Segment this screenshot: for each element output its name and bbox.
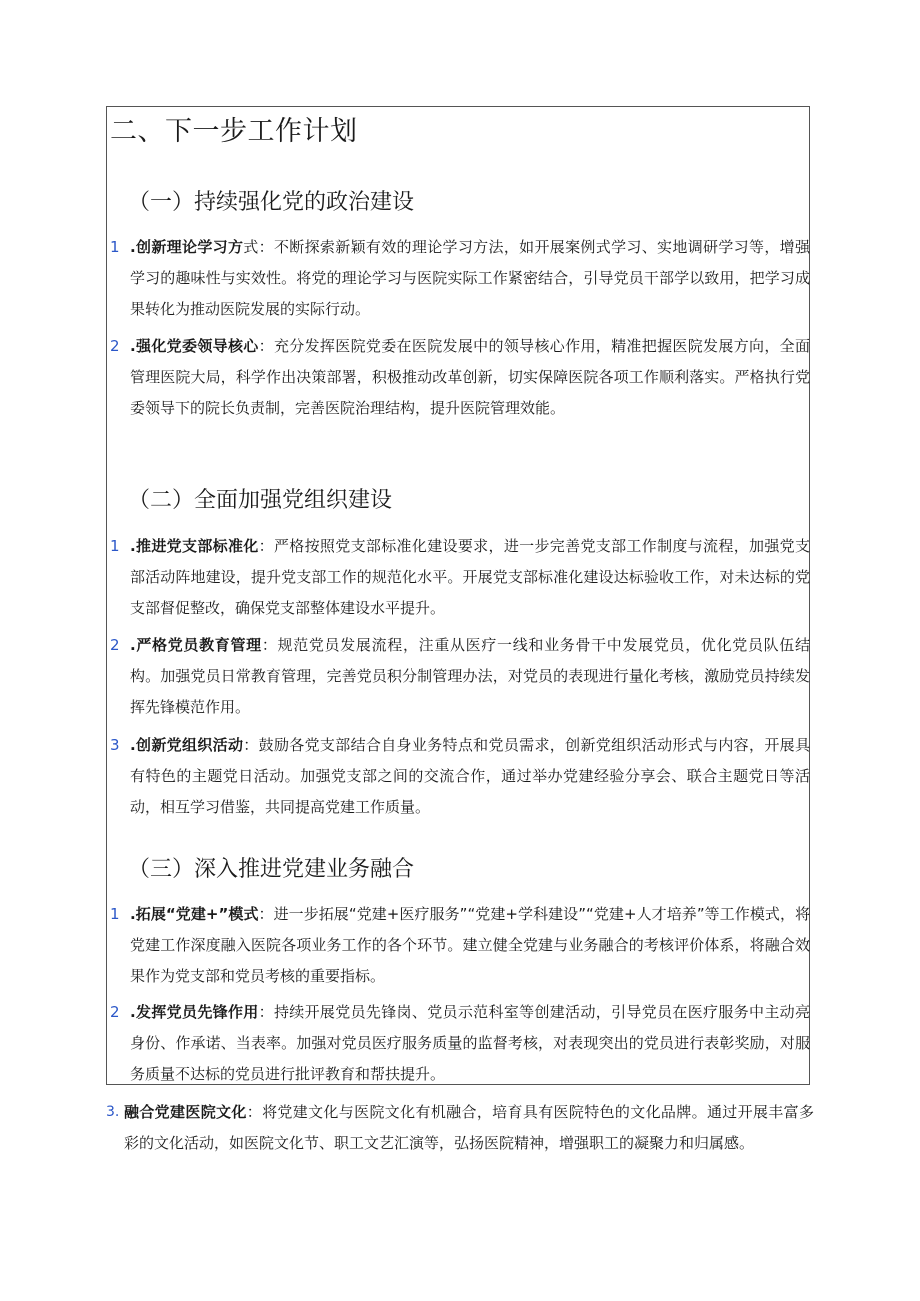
list-item [106, 531, 810, 624]
item-body: ：将党建文化与医院文化有机融合，培育具有医院特色的文化品牌。通过开展丰富多彩的文化活动，如医院文化节、职工文艺汇演等，弘扬医院精神，增强职工的凝聚力和归属感。 [124, 1103, 814, 1152]
item-lead-tail: 式 [243, 238, 259, 256]
list-item [106, 1097, 814, 1159]
item-text [130, 899, 810, 992]
item-lead: .推进党支部标准化 [130, 537, 259, 555]
item-body: ：进一步拓展“党建+医疗服务”“党建+学科建设”“党建+人才培养”等工作模式，将党建工作深度融入医院各项业务工作的各个环节。建立健全党建与业务融合的考核评价体系，将融合效果作为党支部和党员考核的重要指标。 [130, 905, 810, 985]
item-lead: .拓展“党建+”模式 [130, 905, 259, 923]
item-body: ：持续开展党员先锋岗、党员示范科室等创建活动，引导党员在医疗服务中主动亮身份、作承诺、当表率。加强对党员医疗服务质量的监督考核，对表现突出的党员进行表彰奖励，对服务质量不达标的党员进行批评教育和帮扶提升。 [130, 1003, 810, 1083]
item-number: 3. [106, 1104, 120, 1120]
item-number: 1 [110, 238, 120, 256]
list-item [106, 730, 810, 823]
item-text [130, 331, 810, 424]
item-number: 1 [110, 905, 120, 923]
item-body: ：严格按照党支部标准化建设要求，进一步完善党支部工作制度与流程，加强党支部活动阵地建设，提升党支部工作的规范化水平。开展党支部标准化建设达标验收工作，对未达标的党支部督促整改，确保党支部整体建设水平提升。 [130, 537, 810, 617]
item-number: 1 [110, 537, 120, 555]
item-number: 2 [110, 636, 120, 654]
item-number: 2 [110, 1003, 120, 1021]
item-body: ：不断探索新颖有效的理论学习方法，如开展案例式学习、实地调研学习等，增强学习的趣味性与实效性。将党的理论学习与医院实际工作紧密结合，引导党员干部学以致用，把学习成果转化为推动医院发展的实际行动。 [130, 238, 810, 318]
item-lead: .强化党委领导核心 [130, 337, 259, 355]
list-item [106, 630, 810, 723]
item-text [130, 232, 810, 325]
list-item [106, 997, 810, 1090]
item-text [124, 1097, 814, 1159]
item-lead: .创新理论学习方 [130, 238, 244, 256]
item-body: ：鼓励各党支部结合自身业务特点和党员需求，创新党组织活动形式与内容，开展具有特色的主题党日活动。加强党支部之间的交流合作，通过举办党建经验分享会、联合主题党日等活动，相互学习借鉴，共同提高党建工作质量。 [130, 736, 810, 816]
item-text [130, 630, 810, 723]
section-3-title: （三）深入推进党建业务融合 [128, 857, 415, 882]
item-lead: .发挥党员先锋作用 [130, 1003, 259, 1021]
item-text [130, 997, 810, 1090]
item-text [130, 730, 810, 823]
section-1-title: （一）持续强化党的政治建设 [128, 190, 415, 215]
item-lead: .创新党组织活动 [130, 736, 244, 754]
item-body: ：充分发挥医院党委在医院发展中的领导核心作用，精准把握医院发展方向，全面管理医院大局，科学作出决策部署，积极推动改革创新，切实保障医院各项工作顺利落实。严格执行党委领导下的院长负责制，完善医院治理结构，提升医院管理效能。 [130, 337, 810, 417]
page-title: 二、下一步工作计划 [110, 116, 358, 147]
item-text [130, 531, 810, 624]
list-item [106, 899, 810, 992]
item-number: 2 [110, 337, 120, 355]
section-2-title: （二）全面加强党组织建设 [128, 488, 393, 513]
item-lead: 融合党建医院文化 [124, 1103, 247, 1121]
item-body: ：规范党员发展流程，注重从医疗一线和业务骨干中发展党员，优化党员队伍结构。加强党员日常教育管理，完善党员积分制管理办法，对党员的表现进行量化考核，激励党员持续发挥先锋模范作用。 [130, 636, 810, 716]
list-item [106, 331, 810, 424]
list-item [106, 232, 810, 325]
item-lead: .严格党员教育管理 [130, 636, 262, 654]
item-number: 3 [110, 736, 120, 754]
